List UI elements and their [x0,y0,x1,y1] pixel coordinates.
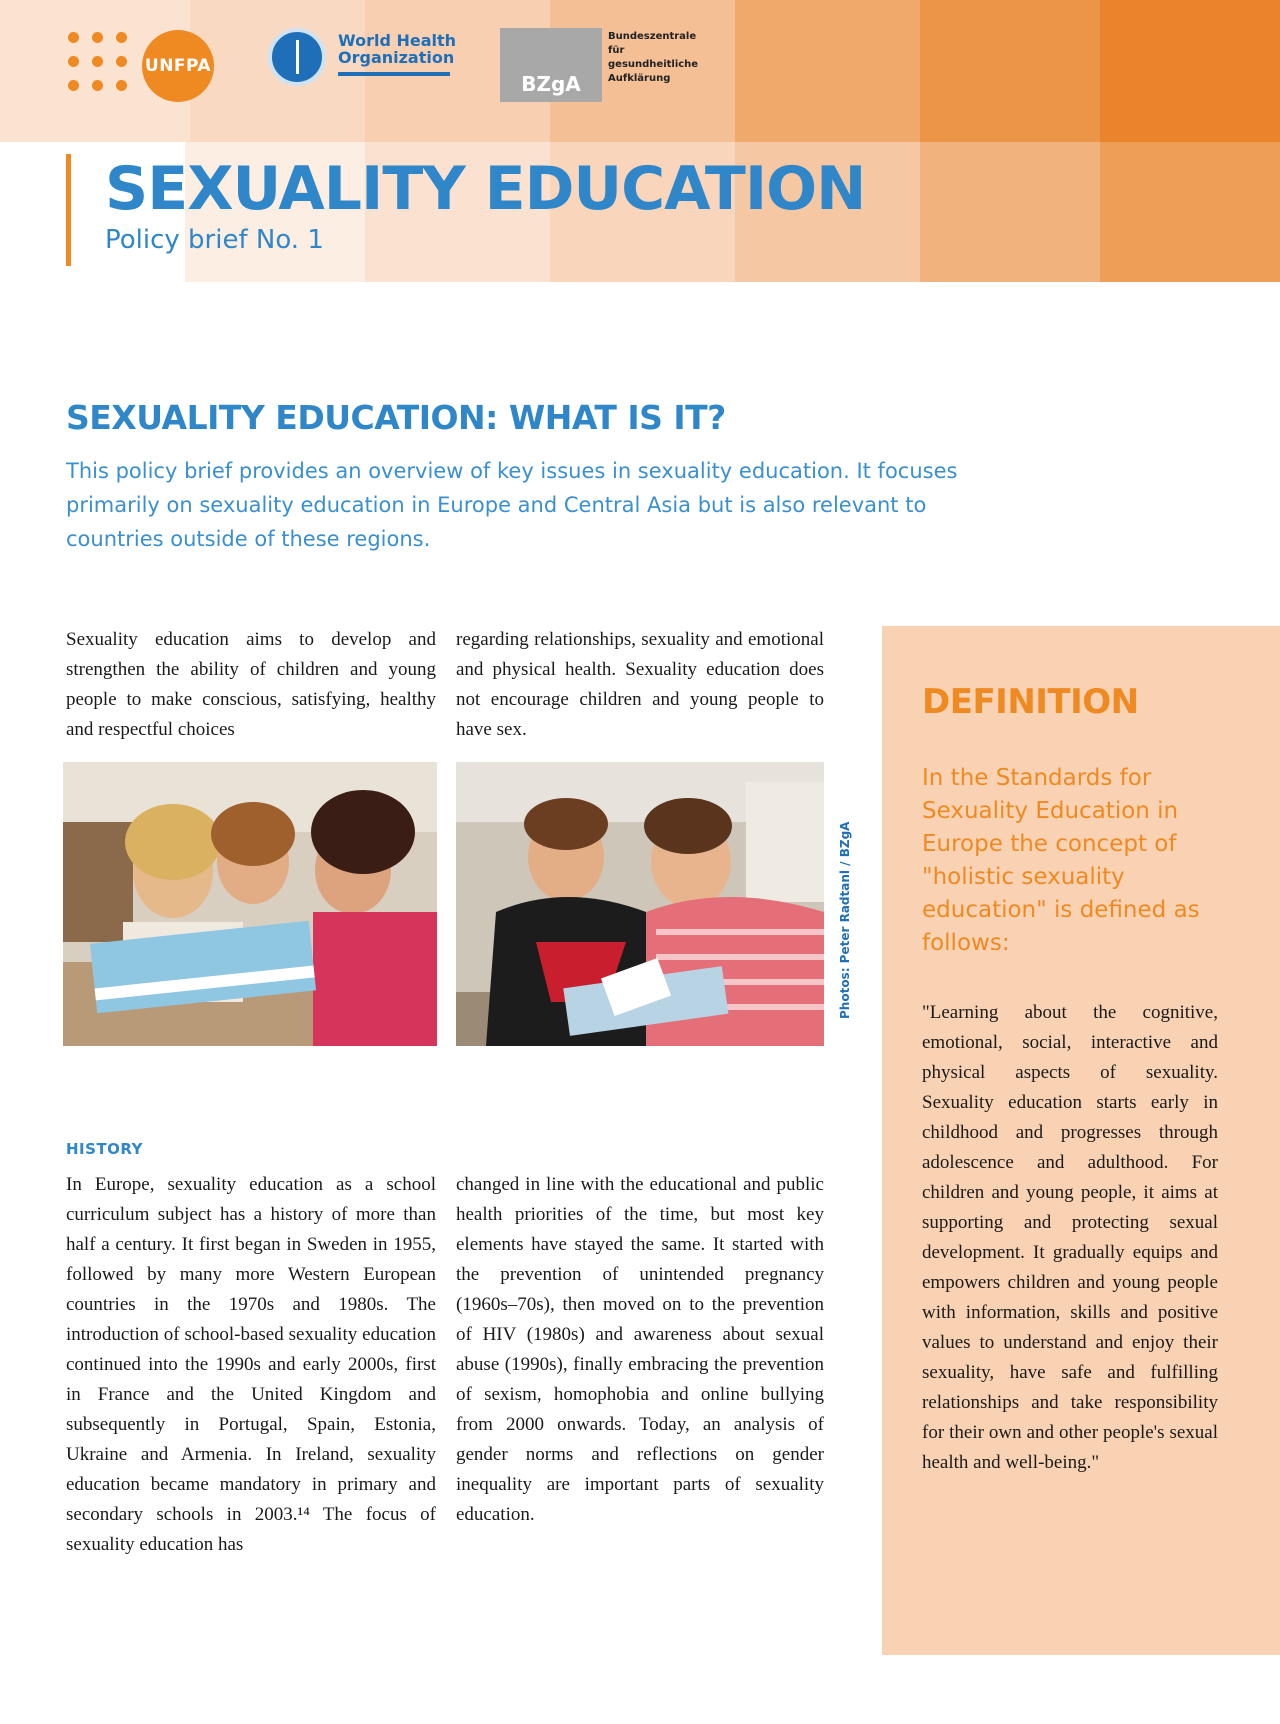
who-emblem-icon [268,28,326,86]
intro-paragraph: This policy brief provides an overview of key issues in sexuality education. It focuses primarily on sexuality education in Europe and Central Asia but is also relevant to countries outside of these regions. [66,459,958,551]
header-band [0,0,1280,282]
document-subtitle: Policy brief No. 1 [105,225,324,255]
bzga-logo-box: BZgA [500,28,602,102]
who-logo-text: World Health Organization [338,31,457,67]
classroom-photo-girls [63,762,437,1046]
document-title: SEXUALITY EDUCATION [105,154,866,224]
body-paragraph-col2-top: regarding relationships, sexuality and emotional and physical health. Sexuality education does not encourage children and young people to have sex. [456,629,824,740]
who-logo [268,28,458,104]
logo-row [0,0,1280,142]
definition-quote: "Learning about the cognitive, emotional, social, interactive and physical aspects of sexuality. Sexuality education starts early in childhood and progresses through adolescence and adulthood. For children and young people, it aims at supporting and protecting sexual development. It gradually equips and empowers children and young people with information, skills and positive values to understand and enjoy their sexuality, have safe and fulfilling relationships and take responsibility for their own and other people's sexual health and well-being." [922,1002,1218,1473]
who-logo-underline [338,72,450,76]
section-heading: SEXUALITY EDUCATION: WHAT IS IT? [66,398,726,437]
history-paragraph-col1: In Europe, sexuality education as a school curriculum subject has a history of more than half a century. It first began in Sweden in 1955, followed by many more Western European countries in the 1970s and 1980s. The introduction of school-based sexuality education continued into the 1990s and early 2000s, first in France and the United Kingdom and subsequently in Portugal, Spain, Estonia, Ukraine and Armenia. In Ireland, sexuality education became mandatory in primary and secondary schools in 2003.¹⁴ The focus of sexuality education has [66,1174,436,1555]
definition-heading: DEFINITION [922,682,1139,722]
unfpa-logo [66,26,226,98]
bzga-logo-tagline: Bundeszentrale für gesundheitliche Aufklärung [608,31,699,84]
title-block [66,154,865,266]
history-heading: HISTORY [66,1140,144,1158]
definition-intro: In the Standards for Sexuality Education in Europe the concept of "holistic sexuality education" is defined as follows: [922,765,1200,956]
classroom-photo-boys [456,762,824,1046]
definition-box [882,626,1280,1655]
unfpa-logo-text: UNFPA [142,30,214,102]
body-paragraph-col1-top: Sexuality education aims to develop and strengthen the ability of children and young people to make conscious, satisfying, healthy and respectful choices [66,629,436,740]
photo-credit: Photos: Peter Radtanl / BZgA [838,821,852,1019]
history-paragraph-col2: changed in line with the educational and public health priorities of the time, but most key elements have stayed the same. It started with the prevention of unintended pregnancy (1960s–70s), then moved on to the prevention of HIV (1980s) and awareness about sexual abuse (1990s), finally embracing the prevention of sexism, homophobia and online bullying from 2000 onwards. Today, an analysis of gender norms and reflections on gender inequality are important parts of sexuality education. [456,1174,824,1525]
bzga-logo [500,28,700,104]
